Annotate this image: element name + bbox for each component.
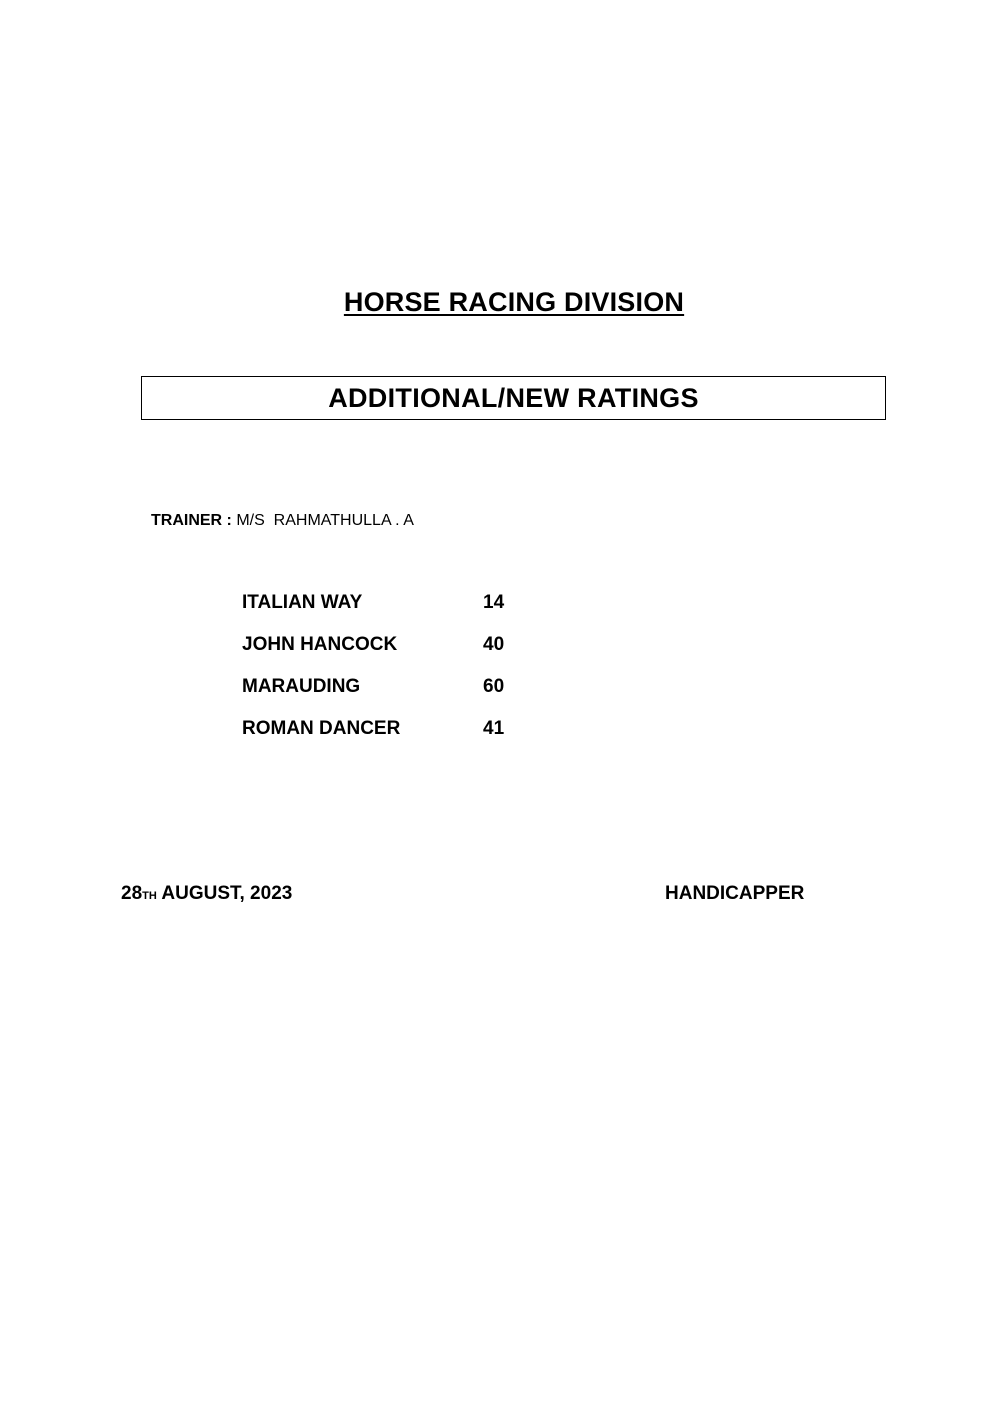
- horse-rating: 14: [483, 592, 505, 613]
- rating-row: [242, 634, 543, 676]
- horse-name: ROMAN DANCER: [242, 718, 401, 739]
- date-rest: AUGUST, 2023: [156, 883, 293, 904]
- horse-name: MARAUDING: [242, 676, 361, 697]
- horse-rating: 41: [483, 718, 505, 739]
- signatory: HANDICAPPER: [665, 883, 805, 904]
- page-title: HORSE RACING DIVISION: [343, 287, 685, 317]
- trainer-line: [151, 512, 414, 530]
- horse-rating: 40: [483, 634, 505, 655]
- ratings-list: [242, 592, 543, 760]
- rating-row: [242, 676, 543, 718]
- section-heading-box: [141, 376, 886, 420]
- date-suffix: TH: [142, 890, 157, 902]
- trainer-name: M/S RAHMATHULLA . A: [231, 512, 414, 529]
- rating-row: [242, 718, 543, 760]
- section-heading: ADDITIONAL/NEW RATINGS: [328, 382, 699, 413]
- trainer-label: TRAINER :: [151, 512, 232, 529]
- horse-name: ITALIAN WAY: [242, 592, 363, 613]
- horse-rating: 60: [483, 676, 505, 697]
- horse-name: JOHN HANCOCK: [242, 634, 398, 655]
- issue-date: [121, 883, 292, 905]
- rating-row: [242, 592, 543, 634]
- date-day: 28: [121, 883, 143, 904]
